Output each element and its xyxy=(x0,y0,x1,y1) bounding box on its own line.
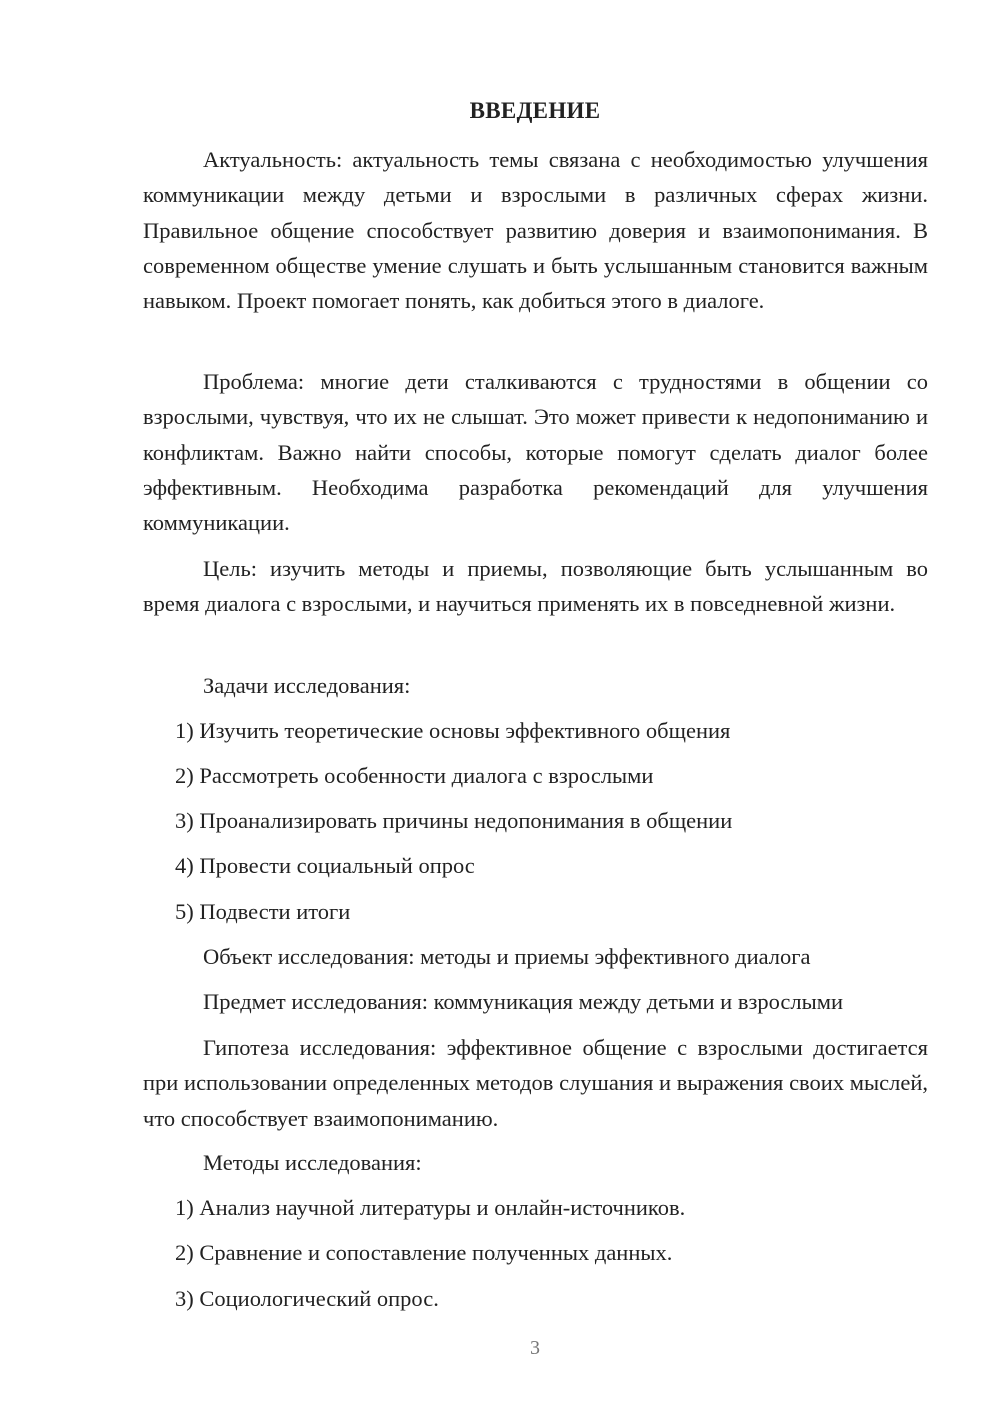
task-item: 3) Проанализировать причины недопонимания в общении xyxy=(175,808,733,833)
task-item: 4) Провести социальный опрос xyxy=(175,853,475,878)
page-number: 3 xyxy=(530,1337,540,1359)
problem-paragraph: Проблема: многие дети сталкиваются с трудностями в общении со взрослыми, чувствуя, что их не слышат. Это может привести к недопониманию и конфликтам. Важно найти способы, которые помогут сделать диалог более эффективным. Необходима разработка рекомендаций для улучшения коммуникации. xyxy=(143,369,928,536)
subject-line: Предмет исследования: коммуникация между детьми и взрослыми xyxy=(203,989,843,1014)
goal-paragraph: Цель: изучить методы и приемы, позволяющие быть услышанным во время диалога с взрослыми, и научиться применять их в повседневной жизни. xyxy=(143,556,928,617)
task-item: 5) Подвести итоги xyxy=(175,899,351,924)
method-item: 3) Социологический опрос. xyxy=(175,1286,439,1311)
section-title: ВВЕДЕНИЕ xyxy=(469,98,601,123)
methods-heading: Методы исследования: xyxy=(203,1150,422,1175)
tasks-heading: Задачи исследования: xyxy=(203,673,411,698)
task-item: 1) Изучить теоретические основы эффективного общения xyxy=(175,718,731,743)
object-line: Объект исследования: методы и приемы эффективного диалога xyxy=(203,944,811,969)
method-item: 2) Сравнение и сопоставление полученных данных. xyxy=(175,1240,673,1265)
task-item: 2) Рассмотреть особенности диалога с взрослыми xyxy=(175,763,654,788)
relevance-paragraph: Актуальность: актуальность темы связана с необходимостью улучшения коммуникации между детьми и взрослыми в различных сферах жизни. Правильное общение способствует развитию доверия и взаимопонимания. В современном обществе умение слушать и быть услышанным становится важным навыком. Проект помогает понять, как добиться этого в диалоге. xyxy=(143,147,928,314)
hypothesis-paragraph: Гипотеза исследования: эффективное общение с взрослыми достигается при использовании определенных методов слушания и выражения своих мыслей, что способствует взаимопониманию. xyxy=(143,1035,928,1131)
method-item: 1) Анализ научной литературы и онлайн-источников. xyxy=(175,1195,686,1220)
